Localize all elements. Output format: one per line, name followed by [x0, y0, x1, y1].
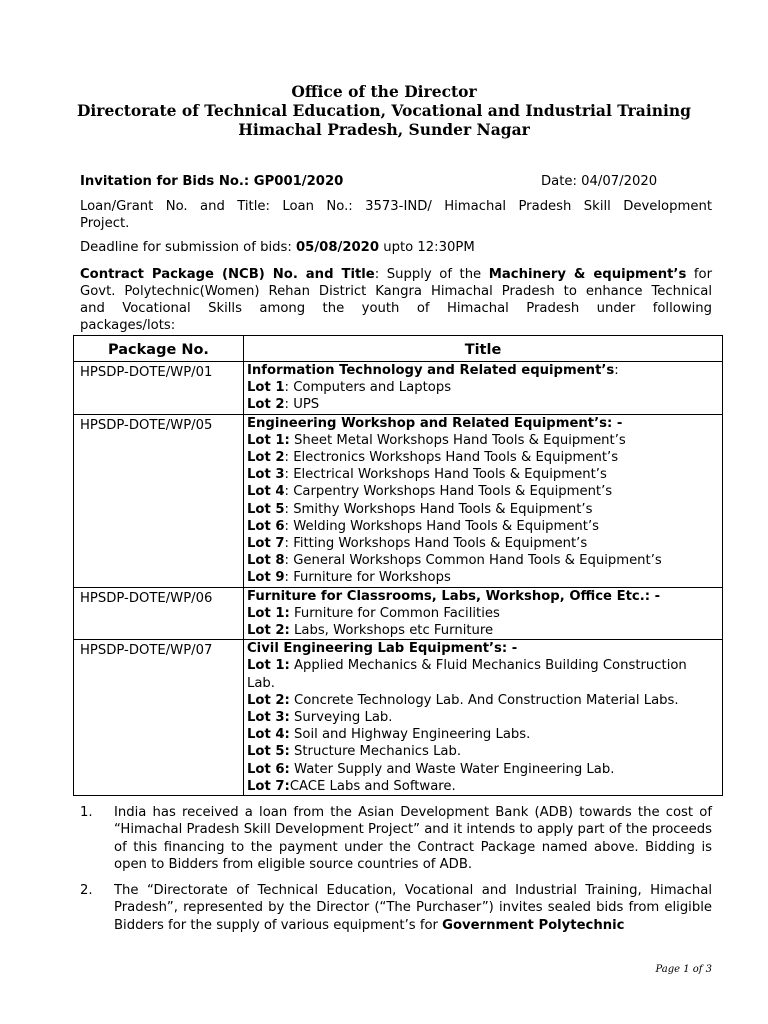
contract-package — [80, 266, 712, 334]
lot-description: Sheet Metal Workshops Hand Tools & Equipment’s — [294, 432, 626, 448]
package-heading — [247, 588, 718, 605]
deadline-label: Deadline for submission of bids: — [80, 240, 296, 255]
bid-paragraphs — [80, 804, 712, 943]
package-title — [244, 640, 723, 796]
contract-bold-item: Machinery & equipment’s — [488, 267, 687, 282]
letterhead — [0, 82, 768, 139]
lot-description: Fitting Workshops Hand Tools & Equipment’s — [293, 536, 588, 552]
lot-item — [247, 569, 718, 586]
lot-separator: : — [284, 536, 294, 552]
lot-description: Electronics Workshops Hand Tools & Equipment’s — [293, 450, 619, 466]
lot-label: Lot 8 — [247, 553, 285, 569]
lot-label: Lot 9 — [247, 570, 285, 586]
lot-item — [247, 483, 718, 500]
location-title: Himachal Pradesh, Sunder Nagar — [238, 120, 530, 139]
lot-item — [247, 726, 718, 743]
contract-line-2: Govt. Polytechnic(Women) Rehan District Kangra Himachal Pradesh to enhance Technical — [80, 284, 712, 299]
lot-description: UPS — [293, 397, 320, 413]
contract-line-4: packages/lots: — [80, 318, 176, 333]
ifb-number: Invitation for Bids No.: GP001/2020 — [80, 174, 344, 189]
table-header-row — [74, 336, 723, 362]
lot-item — [247, 379, 718, 396]
lot-description: Welding Workshops Hand Tools & Equipment’s — [293, 518, 600, 534]
lot-item — [247, 692, 718, 709]
loan-title-line-2: Project. — [80, 216, 130, 231]
package-heading-suffix: : — [614, 363, 619, 378]
contract-text-end: for — [686, 267, 712, 282]
deadline-date: 05/08/2020 — [295, 240, 380, 255]
paragraph-bold-tail: Government Polytechnic — [442, 917, 625, 933]
package-heading-text: Furniture for Classrooms, Labs, Workshop, Office Etc.: - — [247, 588, 661, 604]
package-heading-text: Engineering Workshop and Related Equipment’s: - — [247, 415, 623, 431]
lot-label: Lot 2 — [247, 397, 285, 413]
paragraph-number: 1. — [80, 805, 93, 820]
lot-item — [247, 605, 718, 622]
package-title — [244, 362, 723, 415]
paragraph-1 — [80, 804, 712, 873]
lot-item — [247, 466, 718, 483]
package-number: HPSDP-DOTE/WP/05 — [74, 414, 244, 587]
lot-item — [247, 501, 718, 518]
lot-item — [247, 778, 718, 795]
contract-line-3: and Vocational Skills among the youth of Himachal Pradesh under following — [80, 301, 712, 316]
table-row — [74, 640, 723, 796]
lot-item — [247, 535, 718, 552]
table-row — [74, 362, 723, 415]
lot-separator: : — [284, 467, 294, 483]
lot-label: Lot 6 — [247, 518, 285, 534]
package-heading — [247, 362, 718, 379]
lot-label: Lot 1: — [247, 432, 290, 448]
lot-label: Lot 1: — [247, 658, 290, 674]
lot-item — [247, 432, 718, 449]
package-heading-text: Information Technology and Related equipment’s — [247, 363, 615, 378]
package-heading — [247, 415, 718, 432]
loan-title-line-1: Loan/Grant No. and Title: Loan No.: 3573-IND/ Himachal Pradesh Skill Development — [80, 199, 712, 214]
page-number: Page 1 of 3 — [655, 964, 712, 975]
paragraph-2 — [80, 882, 712, 934]
lot-separator: : — [284, 570, 294, 586]
lot-item — [247, 518, 718, 535]
directorate-title: Directorate of Technical Education, Vocational and Industrial Training — [76, 101, 692, 120]
lot-item — [247, 552, 718, 569]
lot-description: Soil and Highway Engineering Labs. — [294, 727, 531, 743]
lot-item — [247, 743, 718, 760]
package-heading — [247, 640, 718, 657]
lot-description: Structure Mechanics Lab. — [294, 744, 462, 760]
lot-separator: : — [284, 397, 294, 413]
table-row — [74, 587, 723, 640]
loan-title — [80, 198, 712, 232]
lot-separator: : — [284, 518, 294, 534]
table-row — [74, 414, 723, 587]
lot-item — [247, 449, 718, 466]
lot-separator: : — [284, 484, 294, 500]
lot-item — [247, 396, 718, 413]
lot-item — [247, 709, 718, 726]
paragraph-text: India has received a loan from the Asian Development Bank (ADB) towards the cost of “Himachal Pradesh Skill Development Project” and it intends to apply part of the proceeds of this financing to the payment under the Contract Package named above. Bidding is open to Bidders from eligible source countries of ADB. — [114, 805, 712, 872]
lot-separator: : — [284, 501, 294, 517]
lot-label: Lot 3 — [247, 467, 285, 483]
contract-label: Contract Package (NCB) No. and Title — [80, 267, 375, 282]
lot-label: Lot 7 — [247, 536, 285, 552]
package-title — [244, 587, 723, 640]
lot-label: Lot 2: — [247, 623, 290, 639]
paragraph-number: 2. — [80, 883, 93, 899]
bid-deadline — [80, 239, 712, 256]
lot-label: Lot 1 — [247, 380, 285, 396]
paragraph-text: The “Directorate of Technical Education, Vocational and Industrial Training, Himachal Pradesh”, represented by the Director (“The Purchaser”) invites sealed bids from eligible Bidders for the supply of various equipment’s for — [114, 883, 712, 933]
lot-description: Furniture for Workshops — [293, 570, 451, 586]
lot-description: Electrical Workshops Hand Tools & Equipment’s — [293, 467, 607, 483]
ifb-line — [80, 173, 712, 190]
package-number: HPSDP-DOTE/WP/06 — [74, 587, 244, 640]
packages-table — [73, 335, 723, 796]
lot-description: Labs, Workshops etc Furniture — [294, 623, 494, 639]
package-number: HPSDP-DOTE/WP/01 — [74, 362, 244, 415]
lot-label: Lot 5 — [247, 501, 285, 517]
lot-label: Lot 3: — [247, 710, 290, 726]
office-title: Office of the Director — [291, 82, 477, 101]
contract-text: : Supply of the — [374, 267, 489, 282]
lot-description: CACE Labs and Software. — [289, 778, 456, 794]
package-number: HPSDP-DOTE/WP/07 — [74, 640, 244, 796]
header-package-no: Package No. — [74, 336, 244, 362]
lot-item — [247, 622, 718, 639]
header-title: Title — [244, 336, 723, 362]
contract-line-1 — [80, 266, 712, 283]
lot-description: Computers and Laptops — [293, 380, 452, 396]
deadline-time: upto 12:30PM — [379, 240, 475, 255]
lot-label: Lot 2 — [247, 450, 285, 466]
lot-label: Lot 7: — [247, 778, 290, 794]
lot-label: Lot 5: — [247, 744, 290, 760]
lot-separator: : — [284, 553, 294, 569]
ifb-date: Date: 04/07/2020 — [541, 174, 658, 189]
lot-description: Concrete Technology Lab. And Construction Material Labs. — [294, 692, 679, 708]
lot-item — [247, 657, 718, 691]
lot-label: Lot 1: — [247, 605, 290, 621]
lot-description: General Workshops Common Hand Tools & Equipment’s — [293, 553, 662, 569]
package-title — [244, 414, 723, 587]
lot-separator: : — [284, 380, 294, 396]
lot-description: Water Supply and Waste Water Engineering Lab. — [294, 761, 615, 777]
lot-description: Furniture for Common Facilities — [294, 605, 500, 621]
package-heading-text: Civil Engineering Lab Equipment’s: - — [247, 641, 518, 657]
lot-label: Lot 4 — [247, 484, 285, 500]
lot-label: Lot 2: — [247, 692, 290, 708]
lot-description: Carpentry Workshops Hand Tools & Equipment’s — [293, 484, 613, 500]
lot-label: Lot 4: — [247, 727, 290, 743]
lot-description: Surveying Lab. — [294, 710, 393, 726]
lot-label: Lot 6: — [247, 761, 290, 777]
lot-item — [247, 761, 718, 778]
lot-separator: : — [284, 450, 294, 466]
lot-description: Smithy Workshops Hand Tools & Equipment’s — [293, 501, 593, 517]
lot-description: Applied Mechanics & Fluid Mechanics Building Construction Lab. — [247, 658, 687, 691]
